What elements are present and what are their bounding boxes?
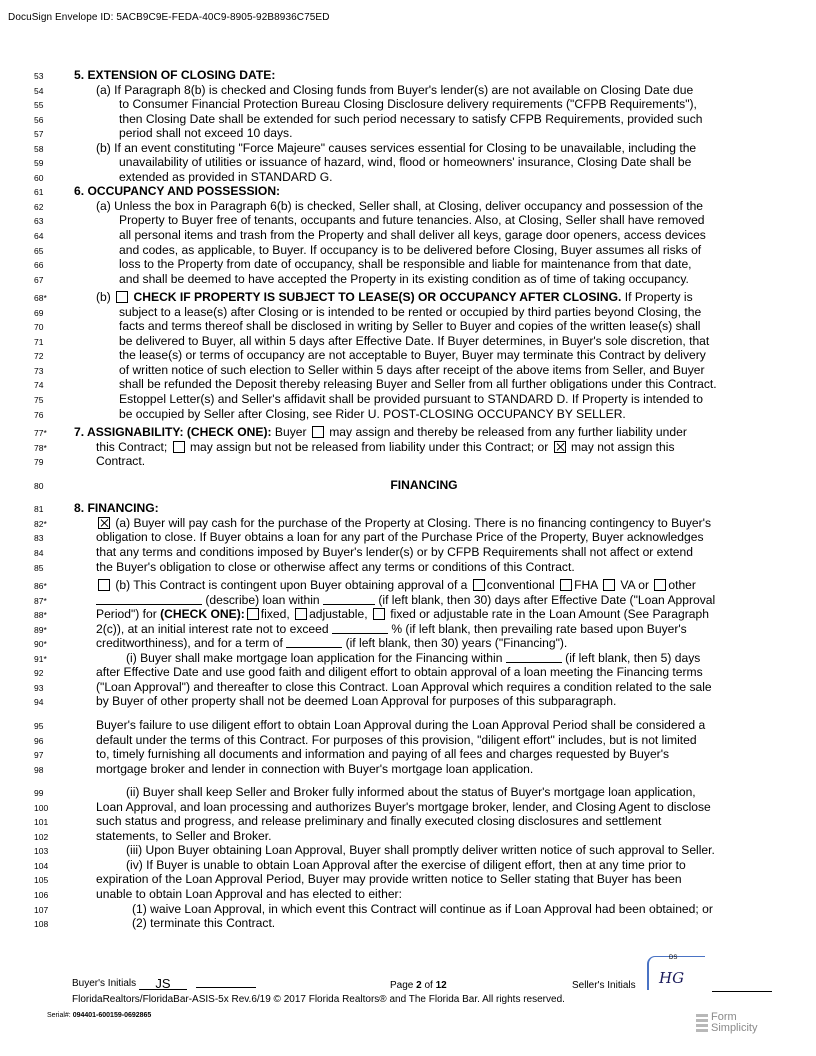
- line-62: 62 (a) Unless the box in Paragraph 6(b) is checked, Seller shall, at Closing, deliver occupancy and possession of the: [34, 198, 704, 213]
- line-58: 58 (b) If an event constituting "Force Majeure" causes services essential for Closing to be unavailable, including the: [34, 140, 697, 155]
- line-79: 79 Contract.: [34, 454, 146, 469]
- line-82: 82* (a) Buyer will pay cash for the purchase of the Property at Closing. There is no financing contingency to Buyer's: [34, 515, 712, 530]
- assign-released-checkbox[interactable]: [312, 426, 324, 438]
- fixed-rate-checkbox[interactable]: [247, 608, 259, 620]
- line-57: 57 period shall not exceed 10 days.: [34, 126, 293, 141]
- section-5-heading: 5. EXTENSION OF CLOSING DATE:: [74, 68, 276, 82]
- buyer-initials: Buyer's Initials JS: [72, 976, 256, 990]
- line-99: 99 (ii) Buyer shall keep Seller and Broker fully informed about the status of Buyer's mortgage loan application,: [34, 785, 696, 800]
- lease-occupancy-checkbox[interactable]: [116, 291, 128, 303]
- form-simplicity-logo: Form Simplicity: [696, 1012, 757, 1034]
- line-101: 101 such status and progress, and release preliminary and finally executed closing disclosures and settlement: [34, 814, 662, 829]
- line-60: 60 extended as provided in STANDARD G.: [34, 169, 333, 184]
- buyer-initials-field-2[interactable]: [196, 976, 256, 988]
- line-88: 88* Period") for (CHECK ONE): fixed, adjustable, fixed or adjustable rate in the Loan Amount (See Paragraph: [34, 607, 709, 622]
- line-86: 86* (b) This Contract is contingent upon Buyer obtaining approval of a conventional FHA VA or other: [34, 578, 696, 593]
- line-80: 80 FINANCING: [34, 478, 774, 493]
- line-54: 54 (a) If Paragraph 8(b) is checked and Closing funds from Buyer's lender(s) are not available on Closing Date due: [34, 82, 694, 97]
- seller-initials-signature: HG: [659, 969, 685, 987]
- line-104: 104 (iv) If Buyer is unable to obtain Loan Approval after the exercise of diligent effort, then at any time prior to: [34, 857, 686, 872]
- section-7-heading: 7. ASSIGNABILITY: (CHECK ONE):: [74, 425, 272, 440]
- line-70: 70 facts and terms thereof shall be disclosed in writing by Seller to Buyer and copies of the written lease(s) shall: [34, 319, 701, 334]
- financing-contingent-checkbox[interactable]: [98, 579, 110, 591]
- va-checkbox[interactable]: [603, 579, 615, 591]
- line-108: 108 (2) terminate this Contract.: [34, 916, 276, 931]
- line-93: 93 ("Loan Approval") and thereafter to close this Contract. Loan Approval which requires a condition related to the sale: [34, 679, 712, 694]
- interest-rate-field[interactable]: [332, 623, 388, 634]
- page-number: Page 2 of 12: [390, 980, 447, 991]
- line-55: 55 to Consumer Financial Protection Bureau Closing Disclosure delivery requirements ("CFPB Requirements"),: [34, 97, 697, 112]
- seller-initials-field-2[interactable]: [712, 980, 772, 993]
- section-8-heading: 8. FINANCING:: [74, 501, 159, 516]
- seller-initials-stamp[interactable]: [647, 956, 705, 990]
- line-53: 53 5. EXTENSION OF CLOSING DATE:: [34, 68, 276, 82]
- docusign-tag: DS: [669, 955, 678, 961]
- line-67: 67 and shall be deemed to have accepted the Property in its existing condition as of time of taking occupancy.: [34, 271, 689, 286]
- other-loan-checkbox[interactable]: [654, 579, 666, 591]
- may-not-assign-checkbox[interactable]: [554, 441, 566, 453]
- line-94: 94 by Buyer of other property shall not be deemed Loan Approval for purposes of this subparagraph.: [34, 694, 617, 709]
- application-days-field[interactable]: [506, 652, 562, 663]
- line-74: 74 shall be refunded the Deposit thereby releasing Buyer and Seller from all further obligations under this Contract.: [34, 377, 717, 392]
- line-105: 105 expiration of the Loan Approval Period, Buyer may provide written notice to Seller stating that Buyer has been: [34, 872, 682, 887]
- contract-body: [34, 68, 774, 931]
- loan-approval-days-field[interactable]: [323, 594, 375, 605]
- line-78: 78* this Contract; may assign but not be released from liability under this Contract; or may not assign this: [34, 439, 675, 454]
- seller-initials-label: Seller's Initials: [572, 980, 636, 991]
- line-92: 92 after Effective Date and use good faith and diligent effort to obtain approval of a loan meeting the Financing terms: [34, 665, 703, 680]
- line-85: 85 the Buyer's obligation to close or otherwise affect any terms or conditions of this Contract.: [34, 559, 575, 574]
- conventional-checkbox[interactable]: [473, 579, 485, 591]
- line-77: 77* 7. ASSIGNABILITY: (CHECK ONE): Buyer may assign and thereby be released from any further liability under: [34, 425, 687, 440]
- line-97: 97 to, timely furnishing all documents and information and paying of all fees and charges requested by Buyer's: [34, 747, 670, 762]
- line-76: 76 be occupied by Seller after Closing, see Rider U. POST-CLOSING OCCUPANCY BY SELLER.: [34, 406, 626, 421]
- assign-not-released-checkbox[interactable]: [173, 441, 185, 453]
- loan-description-field[interactable]: [96, 594, 202, 605]
- line-84: 84 that any terms and conditions imposed by Buyer's lender(s) or by CFPB Requirements shall not affect or extend: [34, 544, 693, 559]
- line-106: 106 unable to obtain Loan Approval and has elected to either:: [34, 886, 402, 901]
- line-71: 71 be delivered to Buyer, all within 5 days after Effective Date. If Buyer determines, in Buyer's sole discretion, that: [34, 333, 710, 348]
- line-90: 90* creditworthiness), and for a term of (if left blank, then 30) years ("Financing").: [34, 636, 568, 651]
- line-95: 95 Buyer's failure to use diligent effort to obtain Loan Approval during the Loan Approval Period shall be considered a: [34, 717, 706, 732]
- line-75: 75 Estoppel Letter(s) and Seller's affidavit shall be provided pursuant to STANDARD D. If Property is intended to: [34, 392, 703, 407]
- line-73: 73 of written notice of such election to Seller within 5 days after receipt of the above items from Seller, and Buyer: [34, 362, 705, 377]
- line-96: 96 default under the terms of this Contract. For purposes of this provision, "diligent effort" includes, but is not limited: [34, 732, 697, 747]
- line-107: 107 (1) waive Loan Approval, in which event this Contract will continue as if Loan Approval had been obtained; or: [34, 901, 713, 916]
- line-81: 81 8. FINANCING:: [34, 501, 159, 516]
- line-102: 102 statements, to Seller and Broker.: [34, 828, 272, 843]
- line-98: 98 mortgage broker and lender in connection with Buyer's mortgage loan application.: [34, 761, 534, 776]
- form-document-icon: [696, 1013, 708, 1033]
- line-59: 59 unavailability of utilities or issuance of hazard, wind, flood or homeowners' insurance, Closing Date shall be: [34, 155, 692, 170]
- fixed-or-adjustable-checkbox[interactable]: [373, 608, 385, 620]
- line-63: 63 Property to Buyer free of tenants, occupants and future tenancies. Also, at Closing, Seller shall have removed: [34, 213, 705, 228]
- serial-number: Serial#: 094401-600159-0692865: [47, 1012, 152, 1019]
- financing-title: FINANCING: [390, 477, 458, 492]
- line-89: 89* 2(c)), at an initial interest rate not to exceed % (if left blank, then prevailing rate based upon Buyer's: [34, 621, 687, 636]
- line-91: 91* (i) Buyer shall make mortgage loan application for the Financing within (if left blank, then 5) days: [34, 650, 701, 665]
- fha-checkbox[interactable]: [560, 579, 572, 591]
- copyright-line: FloridaRealtors/FloridaBar-ASIS-5x Rev.6/19 © 2017 Florida Realtors® and The Florida Bar. All rights reserved.: [72, 994, 565, 1005]
- buyer-initials-field-1[interactable]: JS: [139, 978, 187, 990]
- line-68: 68* (b) CHECK IF PROPERTY IS SUBJECT TO LEASE(S) OR OCCUPANCY AFTER CLOSING. If Property is: [34, 290, 693, 305]
- line-83: 83 obligation to close. If Buyer obtains a loan for any part of the Purchase Price of the Property, Buyer acknowledges: [34, 530, 704, 545]
- line-69: 69 subject to a lease(s) after Closing or is intended to be rented or occupied by third parties beyond Closing, the: [34, 304, 702, 319]
- line-64: 64 all personal items and trash from the Property and shall deliver all keys, garage door openers, access devices: [34, 228, 706, 243]
- line-100: 100 Loan Approval, and loan processing and authorizes Buyer's mortgage broker, lender, and Closing Agent to disclose: [34, 799, 711, 814]
- line-103: 103 (iii) Upon Buyer obtaining Loan Approval, Buyer shall promptly deliver written notice of such approval to Seller.: [34, 843, 715, 858]
- line-65: 65 and codes, as applicable, to Buyer. If occupancy is to be delivered before Closing, Buyer assumes all risks of: [34, 242, 702, 257]
- line-61: 61 6. OCCUPANCY AND POSSESSION:: [34, 184, 281, 199]
- cash-purchase-checkbox[interactable]: [98, 517, 110, 529]
- adjustable-rate-checkbox[interactable]: [295, 608, 307, 620]
- line-72: 72 the lease(s) or terms of occupancy are not acceptable to Buyer, Buyer may terminate this Contract by delivery: [34, 348, 706, 363]
- line-56: 56 then Closing Date shall be extended for such period necessary to satisfy CFPB Requirements, provided such: [34, 111, 703, 126]
- loan-term-field[interactable]: [286, 637, 342, 648]
- line-87: 87* (describe) loan within (if left blank, then 30) days after Effective Date ("Loan Approval: [34, 592, 716, 607]
- envelope-id: DocuSign Envelope ID: 5ACB9C9E-FEDA-40C9-8905-92B8936C75ED: [8, 12, 330, 23]
- section-6-heading: 6. OCCUPANCY AND POSSESSION:: [74, 184, 281, 199]
- page-footer: [72, 955, 772, 1005]
- line-66: 66 loss to the Property from date of occupancy, shall be responsible and liable for maintenance from that date,: [34, 257, 692, 272]
